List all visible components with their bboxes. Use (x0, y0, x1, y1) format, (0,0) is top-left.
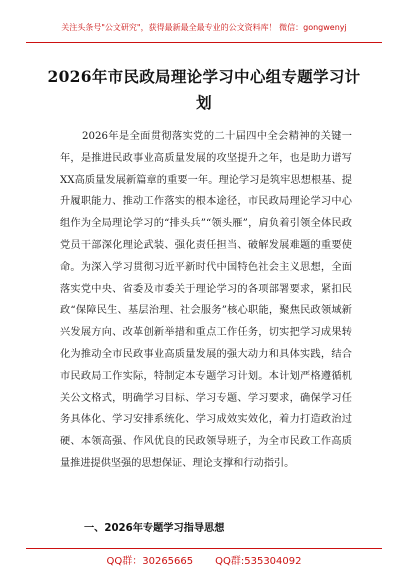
footer-divider (26, 548, 382, 549)
footer (0, 552, 408, 567)
header-divider (26, 42, 382, 43)
intro-paragraph (60, 126, 352, 475)
intro-paragraph-text: 2026年是全面贯彻落实党的二十届四中全会精神的关键一年，是推进民政事业高质量发展的攻坚提升之年，也是助力谱写XX高质量发展新篇章的重要一年。理论学习是筑牢思想根基、提升履职能力、推动工作落实的根本途径，市民政局理论学习中心组作为全局理论学习的“排头兵”“领头雁”，肩负着引领全体民政党员干部深化理论武装、强化责任担当、破解发展难题的重要使命。为深入学习贯彻习近平新时代中国特色社会主义思想，全面落实党中央、省委及市委关于理论学习的各项部署要求，紧扣民政“保障民生、基层治理、社会服务”核心职能，聚焦民政领域新兴发展方向、改革创新举措和重点工作任务，切实把学习成果转化为推动全市民政事业高质量发展的强大动力和具体实践，结合市民政局工作实际，特制定本专题学习计划。本计划严格遵循机关公文格式，明确学习目标、学习专题、学习要求，确保学习任务具体化、学习安排系统化、学习成效实效化，着力打造政治过硬、本领高强、作风优良的民政领导班子，为全市民政工作高质量推进提供坚强的思想保证、理论支撑和行动指引。 (60, 131, 352, 469)
section-heading-1: 一、2026年专题学习指导思想 (84, 523, 225, 534)
footer-qq-group-1: QQ群：30265665 (106, 556, 194, 567)
header-banner: 关注头条号"公文研究"，获得最新最全最专业的公文资料库！ 微信：gongwenyj (61, 23, 347, 32)
document-title: 2026年市民政局理论学习中心组专题学习计划 (47, 67, 361, 112)
footer-qq-group-2: QQ群:535304092 (215, 556, 302, 567)
